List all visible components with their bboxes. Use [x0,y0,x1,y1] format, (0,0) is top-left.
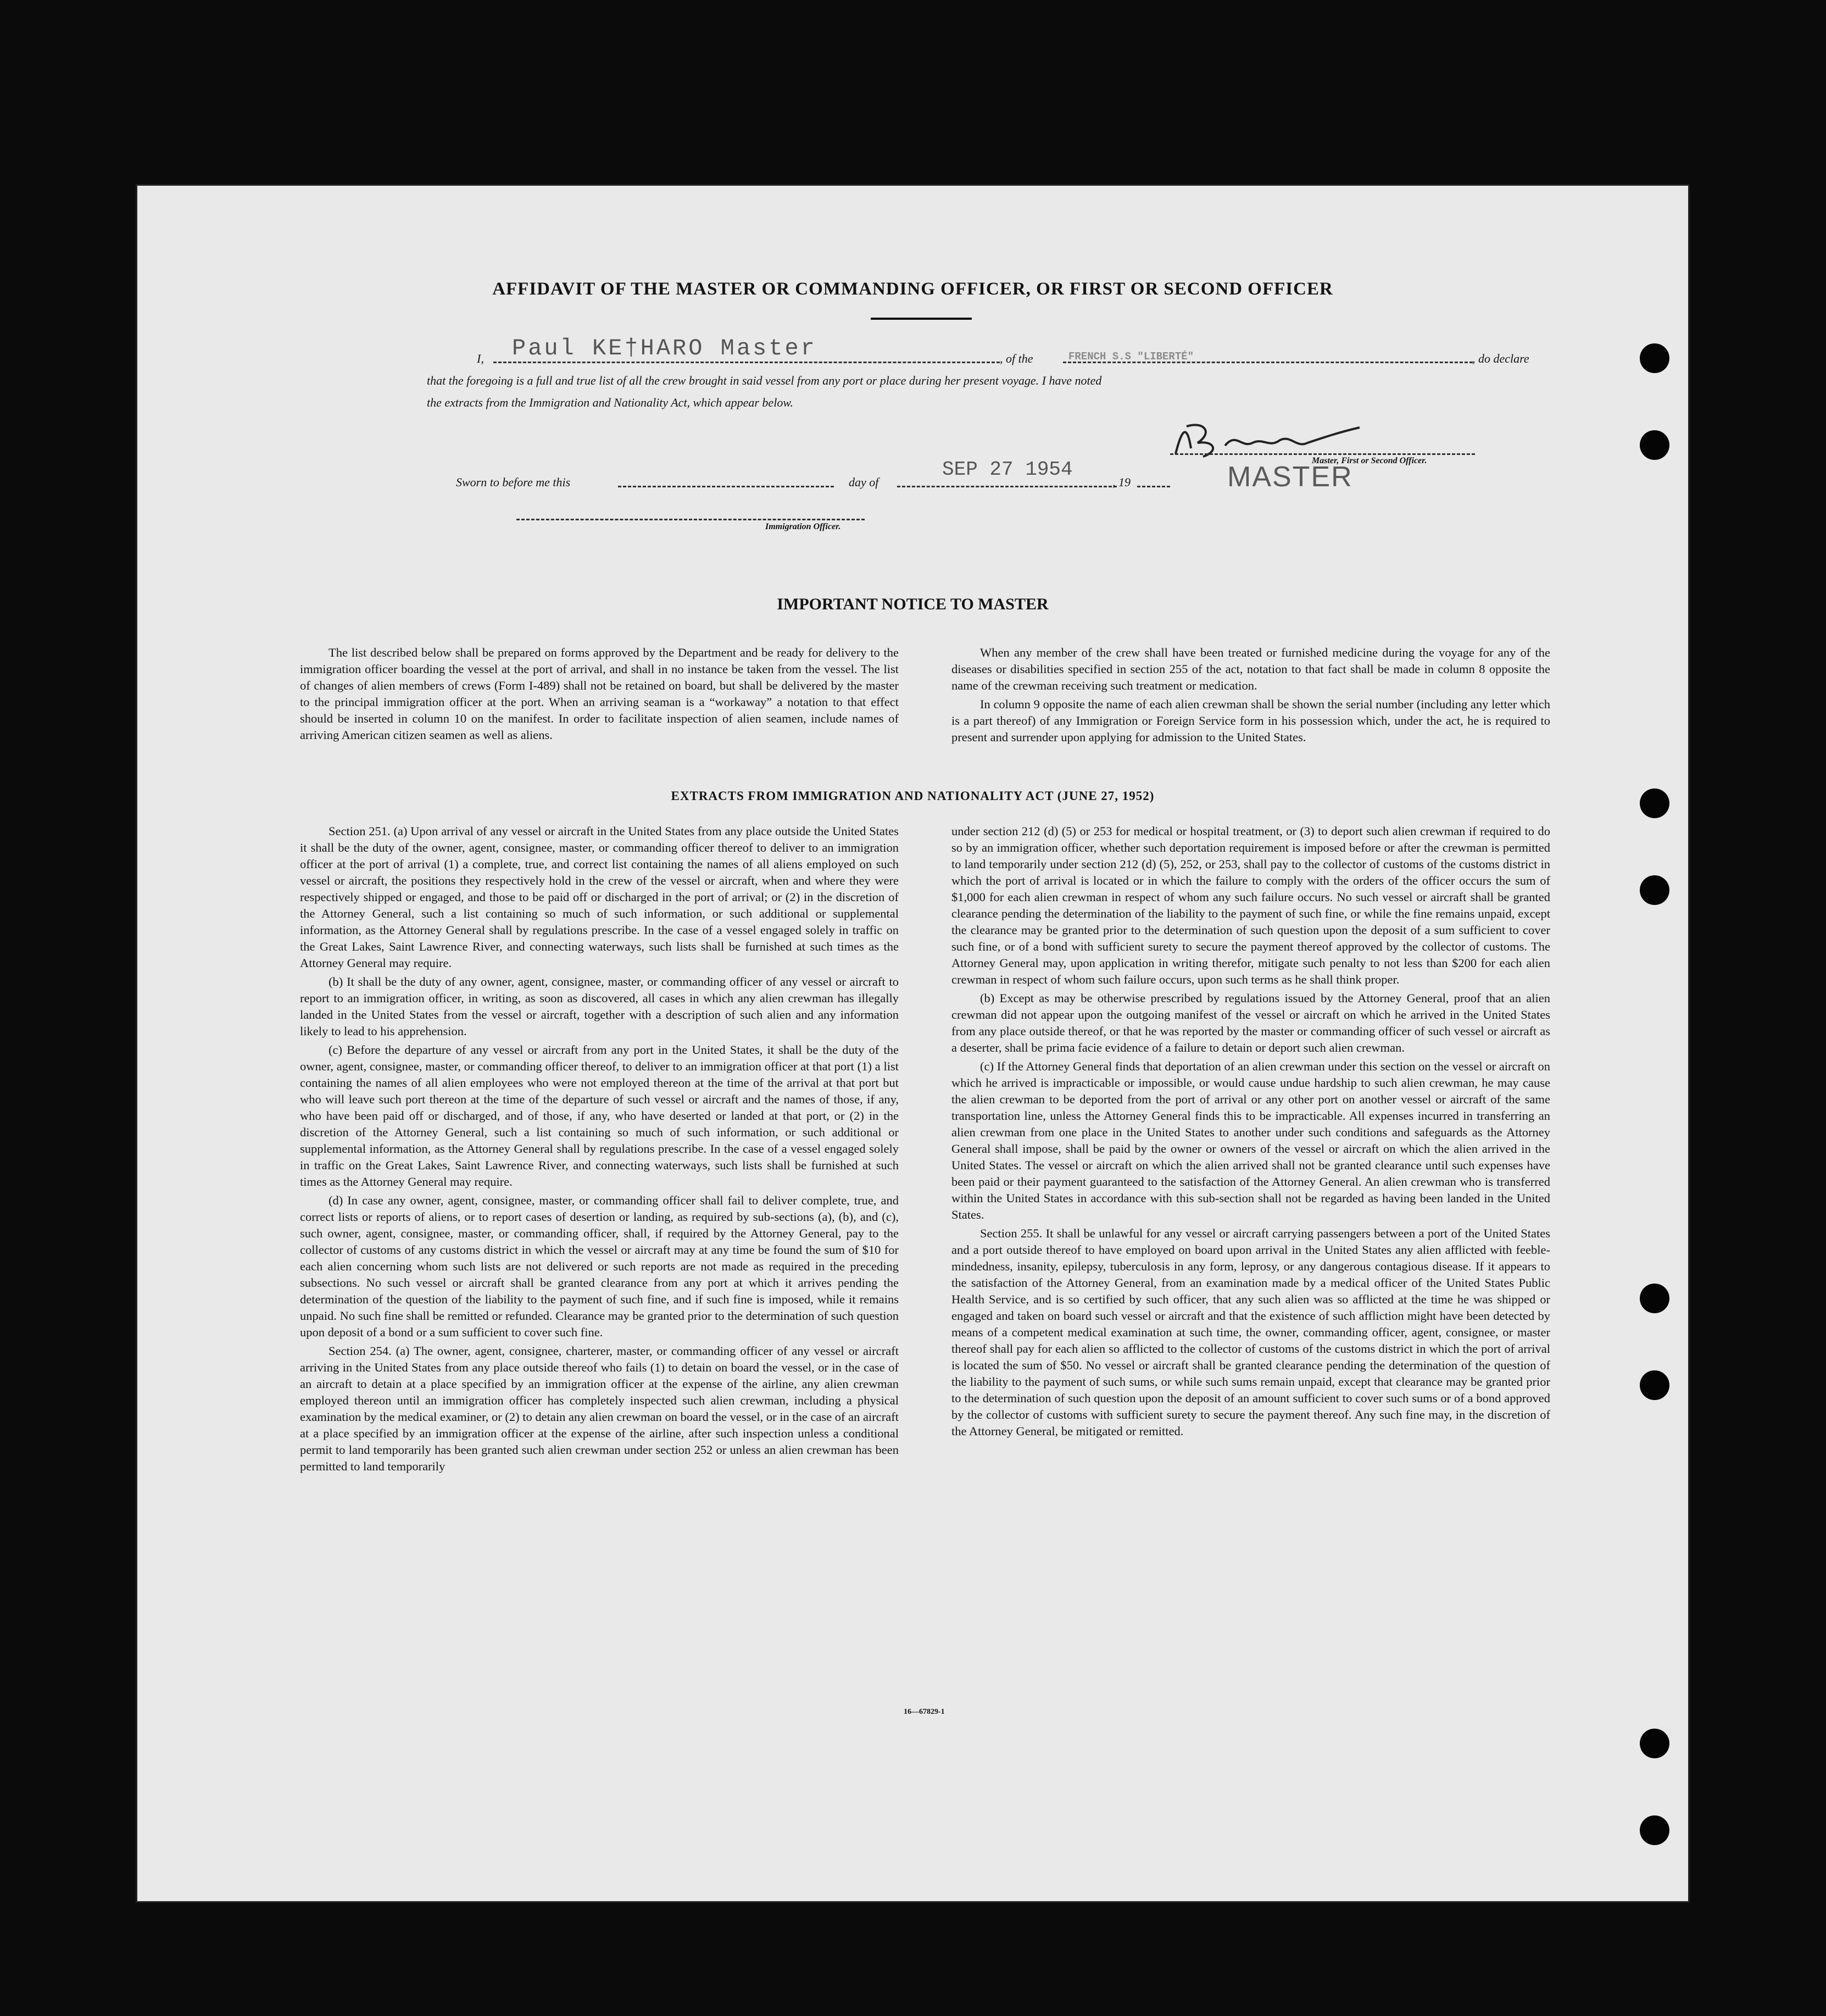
affidavit-line-2: that the foregoing is a full and true list of all the crew brought in said vessel from any port or place during her present voyage. I have noted [427,374,1102,387]
date-stamp: SEP 27 1954 [942,458,1073,481]
punch-hole [1640,430,1669,460]
master-title-stamp: MASTER [1227,461,1353,493]
notice-right-column [951,645,1550,748]
signature-label: Master, First or Second Officer. [1312,456,1427,465]
notice-left-paragraph: The list described below shall be prepared on forms approved by the Department and be ready for delivery to the immigration officer boarding the vessel at the port of arrival, and shall in no instance be taken from the vessel. The list of changes of alien members of crews (Form I-489) shall not be retained on board, but shall be delivered by the master to the principal immigration officer at the port. When an arriving seaman is a “workaway” a notation to that effect should be inserted in column 10 on the manifest. In order to facilitate inspection of alien seamen, include names of arriving American citizen seamen as well as aliens. [300,646,899,742]
extracts-right-paragraph: (c) If the Attorney General finds that deportation of an alien crewman under this section on the vessel or aircraft on which he arrived is impracticable or impossible, or would cause undue hardship to such alien crewman, he may cause the alien crewman to be deported from the port of arrival or any other port on another vessel or aircraft of the same transportation line, unless the Attorney General finds this to be impracticable. All expenses incurred in transferring an alien crewman from one place in the United States to another under such conditions and safeguards as the Attorney General shall impose, shall be paid by the owner or owners of the vessel or aircraft on which the alien arrived in the United States. The vessel or aircraft on which the alien arrived shall not be granted clearance until such expenses have been paid or their payment guaranteed to the satisfaction of the Attorney General. An alien crewman who is transferred within the United States in accordance with this sub-section shall not be regarded as having been landed in the United States. [951,1059,1550,1221]
extracts-right-paragraph: Section 255. It shall be unlawful for any vessel or aircraft carrying passengers between a port of the United States and a port outside thereof to have employed on board upon arrival in the United States any alien afflicted with feeble-mindedness, insanity, epilepsy, tuberculosis in any form, leprosy, or any dangerous contagious disease. If it appears to the satisfaction of the Attorney General, from an examination made by a medical officer of the United States Public Health Service, and is so certified by such officer, that any such alien was so afflicted at the time he was shipped or engaged and taken on board such vessel or aircraft and that the existence of such affliction might have been detected by means of a competent medical examination at such time, the owner, commanding officer, agent, consignee, or master thereof shall pay for each alien so afflicted to the collector of customs of the customs district in which the port of arrival is located the sum of $50. No vessel or aircraft shall be granted clearance pending the determination of the question of the liability to the payment of such sums, or while such sums remain unpaid, except that clearance may be granted prior to the determination of such question upon the deposit of an amount sufficient to cover such sums or of a bond approved by the collector of customs with sufficient surety to secure the payment thereof. Any such fine may, in the discretion of the Attorney General, be mitigated or remitted. [951,1226,1550,1438]
sworn-label: Sworn to before me this [456,475,571,489]
vessel-name-typed: FRENCH S.S "LIBERTÉ" [1068,351,1194,363]
sworn-month-line [897,486,1117,487]
do-declare-label: , do declare [1472,352,1529,365]
extracts-right-paragraph: under section 212 (d) (5) or 253 for medical or hospital treatment, or (3) to deport such alien crewman if required to do so by an immigration officer, whether such deportation requirement is imposed before or after the crewman is permitted to land temporarily under section 212 (d) (5), 252, or 253, shall pay to the collector of customs of the customs district in which the port of arrival is located or in which the failure to comply with the orders of the officer occurs the sum of $1,000 for each alien crewman in respect of whom any such failure occurs. No such vessel or aircraft shall be granted clearance pending the determination of the liability to the payment of such fine, or while the fine remains unpaid, except the clearance may be granted prior to the determination of such question upon the deposit of a sum sufficient to cover such fine, or of a bond with sufficient surety to secure the payment thereof approved by the collector of customs. The Attorney General may, upon application in writing therefor, mitigate such penalty to not less than $200 for each alien crewman in respect of whom such failure occurs, upon such terms as he shall think proper. [951,824,1550,986]
affidavit-line-3: the extracts from the Immigration and Nationality Act, which appear below. [427,396,793,409]
year-prefix: , 19 [1112,475,1131,489]
affidavit-prefix: I, [477,352,484,365]
punch-hole [1640,343,1669,373]
punch-hole [1640,1370,1669,1400]
master-name-typed: Paul KE†HARO Master [512,335,817,362]
punch-hole [1640,875,1669,905]
immigration-officer-line [516,519,865,520]
of-the-label: , of the [1000,352,1033,365]
extracts-left-paragraph: (c) Before the departure of any vessel or aircraft from any port in the United States, it shall be the duty of the owner, agent, consignee, master, or commanding officer thereof, to deliver to an immigration officer at that port (1) a list containing the names of all alien employees who were not employed thereon at the time of the arrival at that port but who will leave such port thereon at the time of the departure of such vessel or aircraft and the names of those, if any, who have been paid off or discharged, and of those, if any, who have deserted or landed at that port, or (2) in the discretion of the Attorney General, such a list containing so much of such information, or such additional or supplemental information, as the Attorney General shall by regulations prescribe. In the case of a vessel engaged solely in traffic on the Great Lakes, Saint Lawrence River, and connecting waterways, such lists shall be furnished at such times as the Attorney General may require. [300,1043,899,1189]
extracts-left-paragraph: Section 254. (a) The owner, agent, consignee, charterer, master, or commanding officer of any vessel or aircraft arriving in the United States from any place outside thereof who fails (1) to detain on board the vessel, or in the case of an aircraft to detain at a place specified by an immigration officer at the expense of the airline, any alien crewman employed thereon until an immigration officer has completely inspected such alien crewman, including a physical examination by the medical examiner, or (2) to detain any alien crewman on board the vessel, or in the case of an aircraft at a place specified by an immigration officer at the expense of the airline, after such inspection unless a conditional permit to land temporarily has been granted such alien crewman under section 252 or unless an alien crewman has been permitted to land temporarily [300,1344,899,1473]
notice-right-paragraph-2: In column 9 opposite the name of each alien crewman shall be shown the serial number (including any letter which is a part thereof) of any Immigration or Foreign Service form in his possession which, under the act, he is required to present and surrender upon applying for admission to the United States. [951,697,1550,744]
notice-right-paragraph-1: When any member of the crew shall have been treated or furnished medicine during the voyage for any of the diseases or disabilities specified in section 255 of the act, notation to that fact shall be made in column 8 opposite the name of the crewman receiving such treatment or medication. [951,646,1550,692]
signature-line [1170,453,1475,455]
sworn-day-line [618,486,834,487]
year-line [1137,486,1170,487]
affidavit-title: AFFIDAVIT OF THE MASTER OR COMMANDING OFFICER, OR FIRST OR SECOND OFFICER [492,279,1333,299]
name-field-line [493,362,1000,363]
document-page [137,186,1688,1901]
punch-hole [1640,1815,1669,1845]
notice-title: IMPORTANT NOTICE TO MASTER [777,595,1049,613]
extracts-left-paragraph: Section 251. (a) Upon arrival of any vessel or aircraft in the United States from any place outside the United States it shall be the duty of the owner, agent, consignee, master, or commanding officer thereof to deliver to an immigration officer at the port of arrival (1) a complete, true, and correct list containing the names of all aliens employed on such vessel or aircraft, the positions they respectively hold in the crew of the vessel or aircraft, when and where they were respectively shipped or engaged, and those to be paid off or discharged in the port of arrival; or (2) in the discretion of the Attorney General, such a list containing so much of such information, or such additional or supplemental information, as the Attorney General shall by regulations prescribe. In the case of a vessel engaged solely in traffic on the Great Lakes, Saint Lawrence River, and connecting waterways, such lists shall be furnished at such times as the Attorney General may require. [300,824,899,970]
extracts-right-column [951,823,1550,1442]
form-number: 16—67829-1 [904,1708,945,1716]
extracts-right-paragraph: (b) Except as may be otherwise prescribed by regulations issued by the Attorney General, proof that an alien crewman did not appear upon the outgoing manifest of the vessel or aircraft on which he arrived in the United States from any place outside thereof, or that he was reported by the master or commanding officer of such vessel or aircraft as a deserter, shall be prima facie evidence of a failure to detain or deport such alien crewman. [951,991,1550,1054]
day-of-label: day of [849,475,879,489]
notice-left-column [300,645,899,746]
extracts-left-paragraph: (d) In case any owner, agent, consignee, master, or commanding officer shall fail to deliver complete, true, and correct lists or reports of aliens, or to report cases of desertion or landing, as required by sub-sections (a), (b), and (c), such owner, agent, consignee, master, or commanding officer, shall, if required by the Attorney General, pay to the collector of customs of any customs district in which the vessel or aircraft may at any time be found the sum of $10 for each alien concerning whom such lists are not delivered or such reports are not made as required in the preceding subsections. No such vessel or aircraft shall be granted clearance from any port at which it arrives pending the determination of the question of the liability to the payment of such fine, and if such fine is imposed, while it remains unpaid. No such fine shall be remitted or refunded. Clearance may be granted prior to the determination of such question upon deposit of a bond or a sum sufficient to cover such fine. [300,1193,899,1339]
title-divider [871,318,972,320]
extracts-title: EXTRACTS FROM IMMIGRATION AND NATIONALITY ACT (JUNE 27, 1952) [671,789,1155,803]
immigration-officer-label: Immigration Officer. [765,522,841,531]
punch-hole [1640,1284,1669,1313]
extracts-left-column [300,823,899,1477]
punch-hole [1640,1729,1669,1758]
extracts-left-paragraph: (b) It shall be the duty of any owner, agent, consignee, master, or commanding officer of any vessel or aircraft to report to an immigration officer, in writing, as soon as discovered, all cases in which any alien crewman has illegally landed in the United States from the vessel or aircraft, together with a description of such alien and any information likely to lead to his apprehension. [300,975,899,1038]
